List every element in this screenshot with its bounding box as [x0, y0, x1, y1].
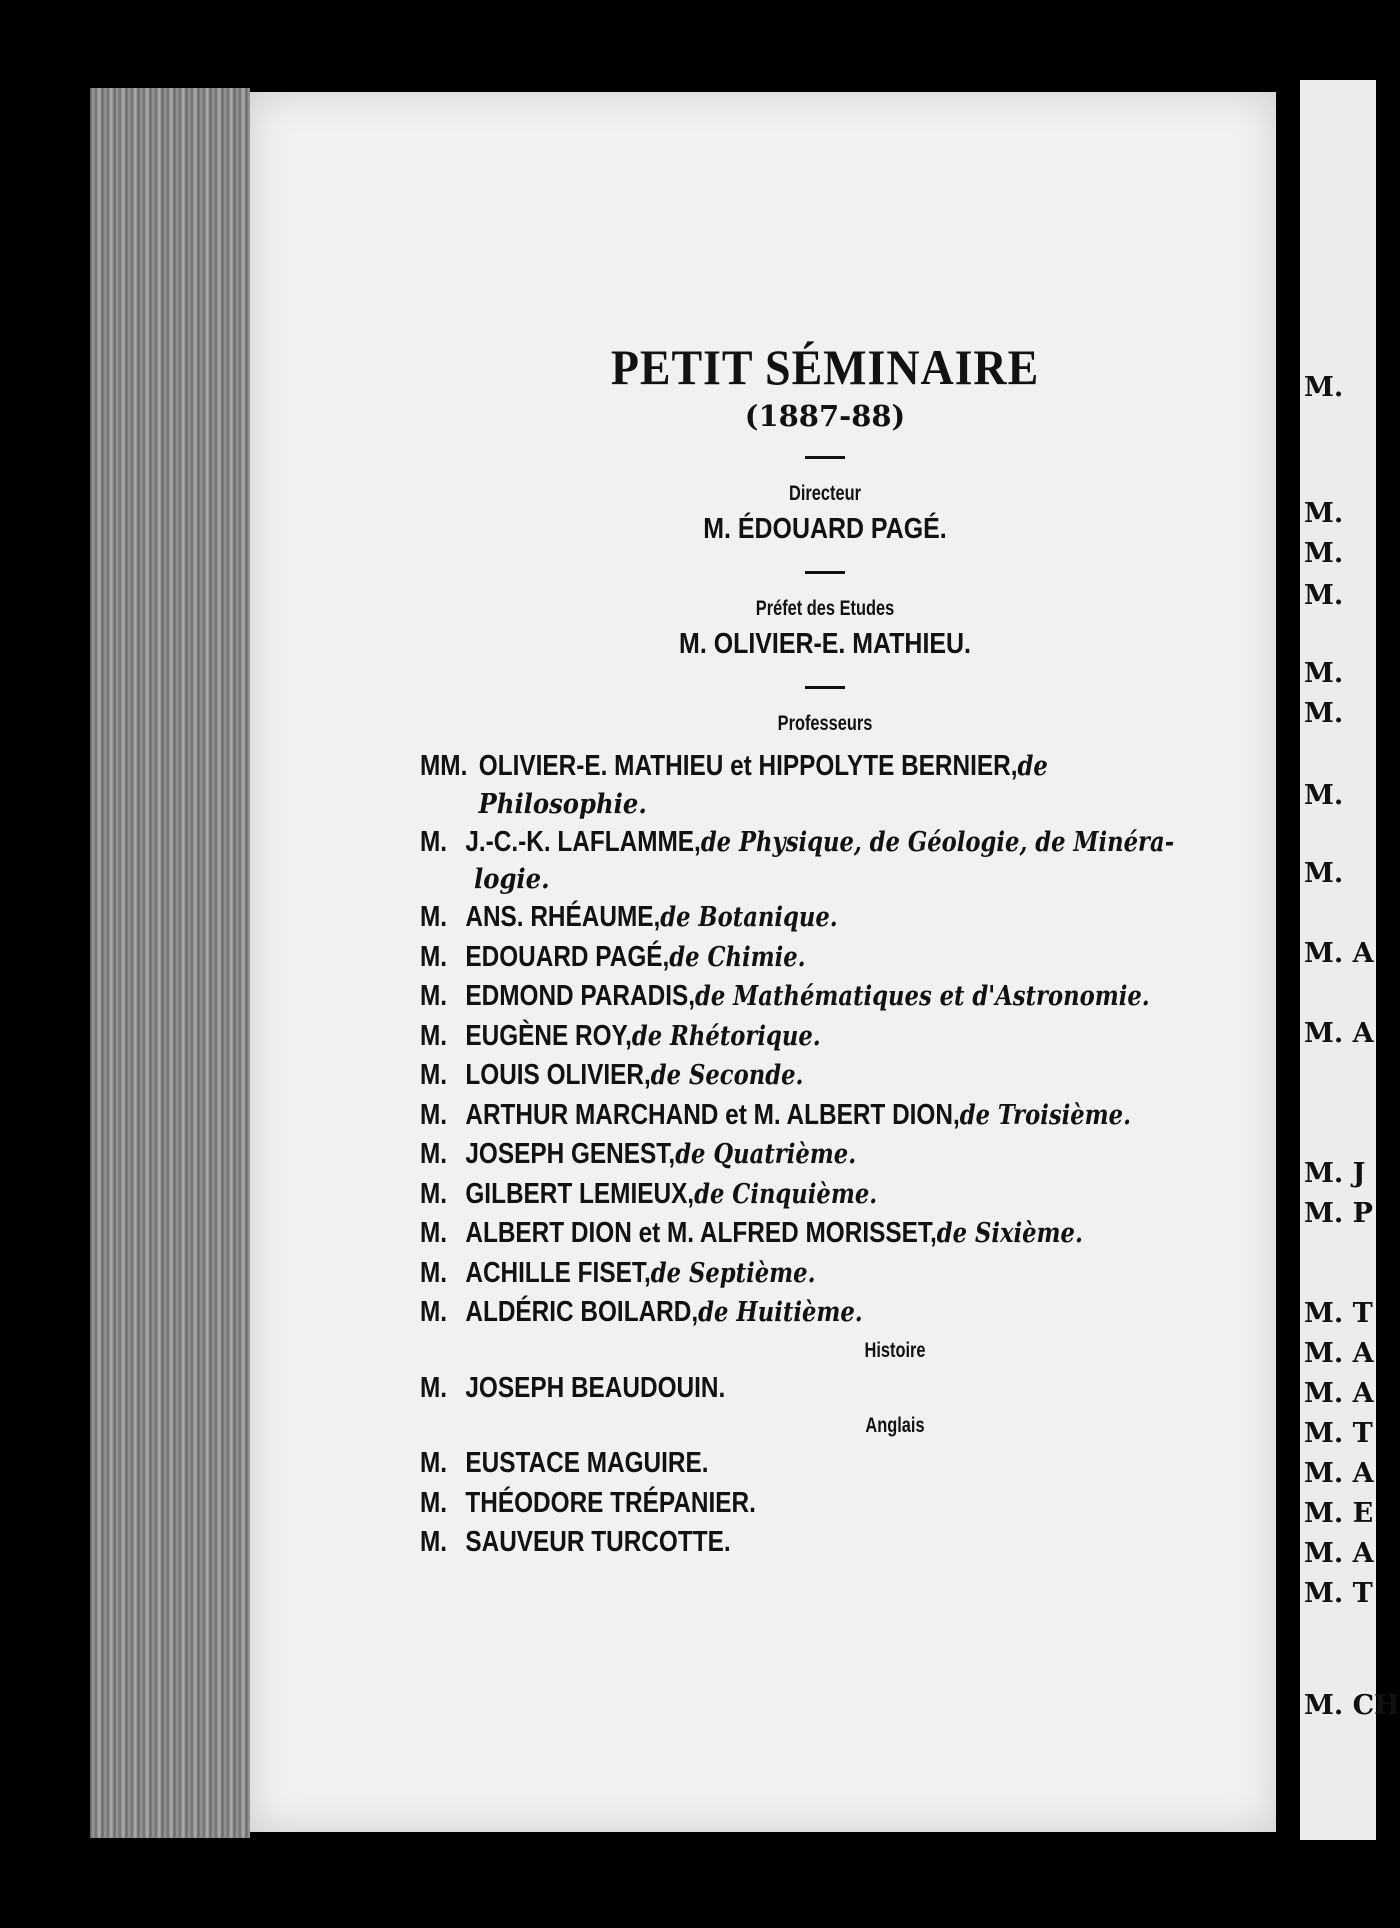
facing-line: M. — [1304, 538, 1344, 569]
facing-line: M. — [1304, 498, 1344, 529]
entry-prefix: M. — [420, 1217, 448, 1249]
entry-name: J.-C.-K. LAFLAMME, — [465, 825, 701, 858]
section-heading-anglais: Anglais — [865, 1414, 925, 1437]
entry-subject: de Rhétorique. — [631, 1020, 821, 1052]
entry-name: ALBERT DION et M. ALFRED MORISSET, — [465, 1217, 937, 1249]
section-heading-histoire: Histoire — [864, 1338, 926, 1362]
entry-prefix: M. — [420, 940, 448, 973]
facing-line: M. A — [1304, 1018, 1374, 1049]
facing-line: M. A — [1304, 938, 1374, 969]
list-item — [420, 1523, 1230, 1563]
entry-subject: de Seconde. — [650, 1060, 804, 1091]
entry-subject: de Sixième. — [936, 1218, 1083, 1249]
entry-prefix: MM. — [420, 750, 468, 782]
entry-subject: de Septième. — [650, 1257, 816, 1289]
list-item — [420, 1175, 1230, 1215]
entry-prefix: M. — [420, 1177, 448, 1210]
entry-subject: de Quatrième. — [675, 1139, 857, 1170]
entry-prefix: M. — [420, 1371, 448, 1404]
facing-line: M. P — [1304, 1198, 1373, 1229]
facing-line: M. A — [1304, 1338, 1374, 1369]
entry-name: EUSTACE MAGUIRE. — [465, 1447, 709, 1479]
divider — [805, 456, 845, 459]
facing-page — [1300, 80, 1400, 1840]
divider — [805, 571, 845, 574]
entry-name: EDMOND PARADIS, — [465, 980, 695, 1012]
section-heading-prefet: Préfet des Etudes — [755, 597, 895, 620]
list-item — [420, 1056, 1230, 1096]
facing-line: M. J — [1304, 1158, 1366, 1189]
entry-prefix: M. — [420, 1019, 448, 1052]
facing-line: M. — [1304, 780, 1344, 811]
prefet-name: M. OLIVIER-E. MATHIEU. — [679, 628, 971, 660]
entry-prefix: M. — [420, 1296, 448, 1328]
facing-line: M. A — [1304, 1458, 1374, 1489]
page-content — [420, 338, 1230, 1563]
facing-line: M. T — [1304, 1578, 1373, 1609]
entry-subject: de Physique, de Géologie, de Minéra- — [700, 826, 1175, 858]
entry-continuation: Philosophie. — [478, 788, 647, 820]
list-item — [420, 938, 1230, 978]
list-item — [420, 977, 1230, 1017]
entry-prefix: M. — [420, 1098, 448, 1131]
facing-line: M. CH — [1304, 1690, 1400, 1721]
page-title: PETIT SÉMINAIRE — [610, 339, 1040, 395]
entry-subject: de Botanique. — [660, 902, 838, 933]
entry-prefix: M. — [420, 980, 448, 1012]
entry-name: JOSEPH GENEST, — [465, 1138, 676, 1170]
entry-name: SAUVEUR TURCOTTE. — [465, 1526, 731, 1558]
list-item — [420, 1369, 1230, 1409]
book-gutter — [1276, 0, 1300, 1928]
entry-subject: de Troisième. — [959, 1099, 1131, 1131]
list-item — [420, 1293, 1230, 1333]
list-item — [420, 1444, 1230, 1484]
entry-name: THÉODORE TRÉPANIER. — [465, 1486, 756, 1519]
facing-line: M. — [1304, 858, 1344, 889]
entry-name: GILBERT LEMIEUX, — [465, 1177, 695, 1210]
list-item — [420, 747, 1230, 787]
facing-line: M. E — [1304, 1498, 1374, 1529]
entry-name: ACHILLE FISET, — [465, 1256, 651, 1289]
entry-continuation: logie. — [474, 864, 550, 895]
entry-name: ALDÉRIC BOILARD, — [465, 1296, 699, 1328]
page-year: (1887-88) — [744, 399, 906, 433]
facing-line: M. — [1304, 698, 1344, 729]
list-item — [420, 823, 1230, 863]
entry-name: JOSEPH BEAUDOUIN. — [465, 1371, 726, 1404]
entry-prefix: M. — [420, 1447, 448, 1479]
facing-line: M. — [1304, 372, 1344, 403]
list-item — [420, 1254, 1230, 1294]
facing-line: M. A — [1304, 1378, 1374, 1409]
facing-line: M. T — [1304, 1418, 1373, 1449]
divider — [805, 686, 845, 689]
entry-name: LOUIS OLIVIER, — [465, 1059, 651, 1091]
professeurs-list — [420, 747, 1230, 1333]
entry-name: ANS. RHÉAUME, — [465, 901, 661, 933]
list-item — [420, 1484, 1230, 1524]
list-item — [420, 1096, 1230, 1136]
list-item — [420, 1017, 1230, 1057]
entry-prefix: M. — [420, 1526, 448, 1558]
entry-subject: de Huitième. — [698, 1297, 863, 1328]
page-stack-edges — [90, 88, 250, 1838]
entry-name: EUGÈNE ROY, — [465, 1019, 632, 1052]
entry-subject: de Cinquième. — [694, 1178, 878, 1210]
entry-name: OLIVIER-E. MATHIEU et HIPPOLYTE BERNIER, — [478, 750, 1018, 782]
facing-line: M. T — [1304, 1298, 1373, 1329]
list-item — [420, 1214, 1230, 1254]
entry-subject: de — [1017, 751, 1048, 782]
directeur-name: M. ÉDOUARD PAGÉ. — [703, 513, 947, 545]
entry-prefix: M. — [420, 1486, 448, 1519]
list-item — [420, 1135, 1230, 1175]
entry-subject: de Mathématiques et d'Astronomie. — [694, 981, 1150, 1012]
entry-prefix: M. — [420, 1256, 448, 1289]
facing-line: M. — [1304, 580, 1344, 611]
entry-prefix: M. — [420, 1059, 448, 1091]
facing-line: M. A — [1304, 1538, 1374, 1569]
entry-prefix: M. — [420, 1138, 448, 1170]
entry-subject: de Chimie. — [669, 941, 806, 973]
section-heading-professeurs: Professeurs — [777, 712, 873, 735]
entry-name: EDOUARD PAGÉ, — [465, 940, 670, 973]
entry-name: ARTHUR MARCHAND et M. ALBERT DION, — [465, 1098, 960, 1131]
list-item — [420, 898, 1230, 938]
entry-prefix: M. — [420, 825, 448, 858]
entry-prefix: M. — [420, 901, 448, 933]
section-heading-directeur: Directeur — [789, 482, 861, 505]
facing-line: M. — [1304, 658, 1344, 689]
